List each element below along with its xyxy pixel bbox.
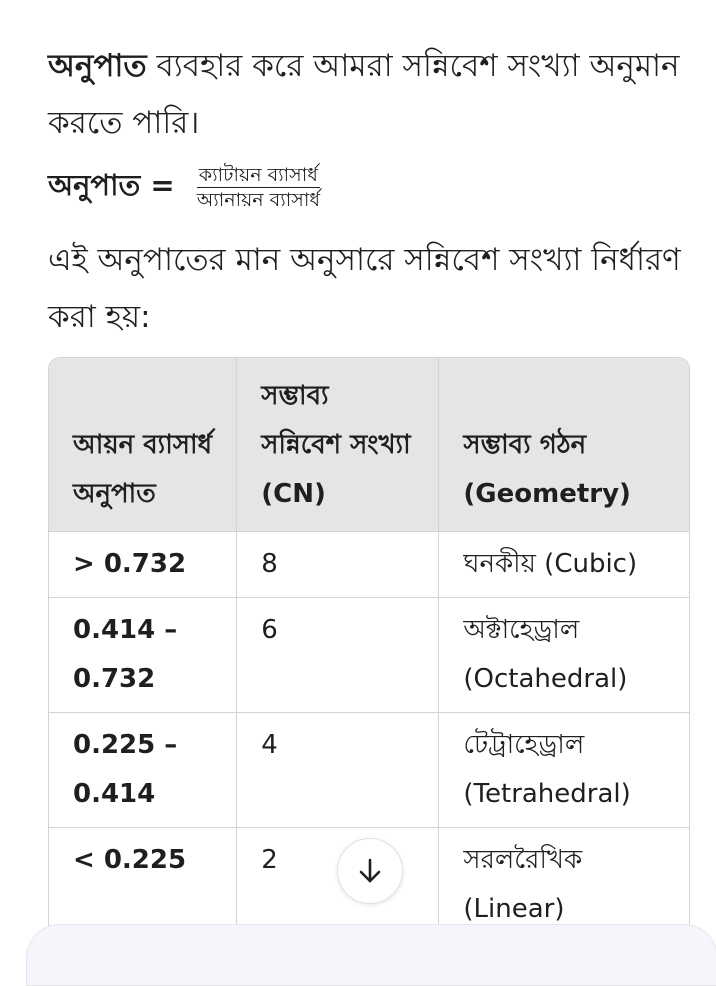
- cell-cn: 8: [237, 532, 439, 598]
- cell-cn: 4: [237, 713, 439, 828]
- table-row: [49, 598, 689, 713]
- ratio-formula: [48, 156, 688, 218]
- description-paragraph: এই অনুপাতের মান অনুসারে সন্নিবেশ সংখ্যা নির্ধারণ করা হয়:: [48, 242, 681, 335]
- intro-term: অনুপাত: [48, 48, 147, 84]
- cell-geometry: ঘনকীয় (Cubic): [439, 532, 689, 598]
- bottom-input-panel[interactable]: [26, 924, 716, 986]
- cell-cn: 6: [237, 598, 439, 713]
- formula-numerator: ক্যাটায়ন ব্যাসার্ধ: [198, 163, 318, 186]
- formula-lhs: অনুপাত =: [48, 167, 185, 202]
- answer-content: [48, 38, 688, 346]
- header-coordination-number: সম্ভাব্য সন্নিবেশ সংখ্যা (CN): [237, 358, 439, 532]
- cell-cn: 2: [237, 828, 439, 942]
- cell-geometry: সরলরৈখিক (Linear): [463, 845, 583, 924]
- table-row: [49, 713, 689, 828]
- cell-ratio: > 0.732: [49, 532, 237, 598]
- arrow-down-icon: [357, 857, 383, 885]
- cell-geometry: অক্টাহেড্রাল (Octahedral): [439, 598, 689, 713]
- scroll-to-bottom-button[interactable]: [337, 838, 403, 904]
- cell-ratio: < 0.225: [49, 828, 237, 942]
- cell-ratio: 0.414 – 0.732: [49, 598, 237, 713]
- formula-denominator: অ্যানায়ন ব্যাসার্ধ: [196, 188, 320, 211]
- cell-geometry: টেট্রাহেড্রাল (Tetrahedral): [439, 713, 689, 828]
- table-header-row: [49, 358, 689, 532]
- header-geometry: সম্ভাব্য গঠন (Geometry): [439, 358, 689, 532]
- intro-paragraph: [48, 38, 688, 152]
- intro-text: ব্যবহার করে আমরা সন্নিবেশ সংখ্যা অনুমান করতে পারি।: [48, 48, 680, 141]
- table-row: [49, 532, 689, 598]
- header-ratio: আয়ন ব্যাসার্ধ অনুপাত: [49, 358, 237, 532]
- formula-fraction: [197, 164, 320, 211]
- cell-ratio: 0.225 – 0.414: [49, 713, 237, 828]
